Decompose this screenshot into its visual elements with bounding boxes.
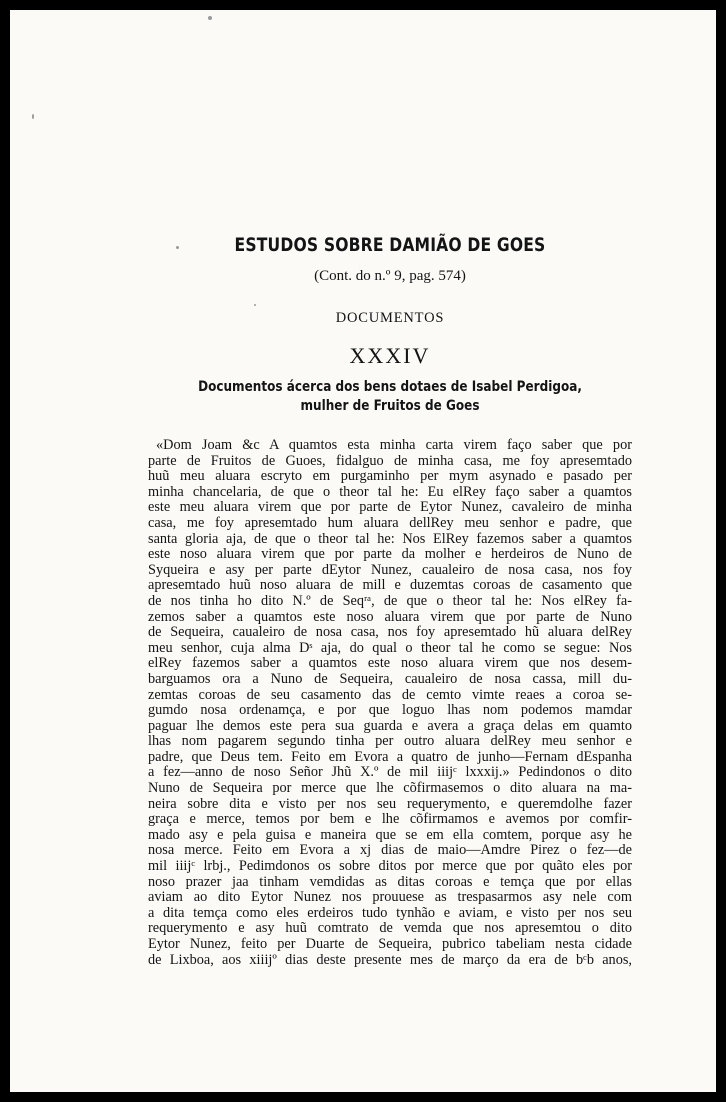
body-line: huũ meu aluara escryto em purgaminho per mym asynado e pasado per (148, 468, 632, 485)
body-line: zemos saber a quamtos este noso aluara virem que por parte de Nuno (148, 608, 632, 625)
body-line: santa gloria aja, de que o theor tal he: Nos ElRey fazemos saber a quamtos (148, 530, 632, 547)
section-heading: DOCUMENTOS (335, 310, 445, 326)
body-line: de nos tinha ho dito N.º de Seqʳᵃ, de que o theor tal he: Nos elRey fa- (148, 592, 632, 609)
body-line: zemtas coroas de seu casamento das de cemto vimte reaes a coroa se- (148, 686, 632, 703)
body-line: apresemtado huũ noso aluara de mill e duzemtas coroas de casamento que (148, 577, 632, 594)
body-line: parte de Fruitos de Guoes, fidalguo de minha casa, me foy apresemtado (148, 452, 632, 469)
body-line: Syqueira e asy per parte dEytor Nunez, caualeiro de nosa casa, nos foy (148, 561, 632, 578)
body-line: elRey fazemos saber a quamtos este noso aluara virem que nos desem- (148, 655, 632, 672)
document-page (10, 10, 716, 1092)
body-line: de Sequeira, caualeiro de nosa casa, nos foy apresemtado hũ aluara delRey (148, 624, 632, 641)
document-number: XXXIV (349, 343, 431, 368)
body-line: este noso aluara virem que por parte da molher e herdeiros de Nuno de (148, 546, 632, 563)
body-line: casa, me foy apresemtado hum aluara dellRey meu senhor e padre, que (148, 514, 632, 531)
body-line: padre, que Deus tem. Feito em Evora a quatro de junho—Fernam dEspanha (148, 748, 632, 765)
body-line: nosa merce. Feito em Evora a xj dias de maio—Amdre Pirez o fez—de (148, 842, 632, 859)
body-line: meu senhor, cuja alma Dˢ aja, do qual o theor tal he como se segue: Nos (148, 639, 632, 656)
body-line: paguar lhe demos este pera sua guarda e avera a graça delas em quamto (148, 717, 632, 734)
document-title-line: mulher de Fruitos de Goes (300, 398, 480, 414)
body-line: graça e merce, temos por bem e lhe cõfirmamos e avemos por comfir- (148, 811, 632, 828)
body-line: lhas nom pagarem segundo tinha per outro aluara delRey meu senhor e (148, 733, 632, 750)
article-title: ESTUDOS SOBRE DAMIÃO DE GOES (234, 234, 546, 256)
body-line: noso prazer jaa tinham vemdidas as ditas coroas e temça que por ellas (148, 873, 632, 890)
body-line: minha chancelaria, de que o theor tal he: Eu elRey faço saber a quamtos (148, 483, 632, 500)
page-content (148, 232, 632, 968)
body-line: mado asy e pela guisa e maneira que se em ella comtem, porque asy he (148, 826, 632, 843)
print-speck (32, 114, 34, 119)
body-line: de Lixboa, aos xiiijº dias deste presente mes de março da era de bᶜb anos, (148, 951, 632, 968)
print-speck (208, 16, 212, 20)
body-line: a dita temça como eles erdeiros tudo tynhão e aviam, e visto per nos seu (148, 904, 632, 921)
body-line: a fez—anno de noso Señor Jhũ X.º de mil iiijᶜ lxxxij.» Pedindonos o dito (148, 764, 632, 781)
body-line: Eytor Nunez, feito per Duarte de Sequeira, pubrico tabeliam nesta cidade (148, 936, 632, 952)
body-line: aviam ao dito Eytor Nunez nos prouuese as trespasarmos asy nele com (148, 889, 632, 906)
continuation-note: (Cont. do n.º 9, pag. 574) (314, 268, 466, 284)
document-title-line: Documentos ácerca dos bens dotaes de Isabel Perdigoa, (198, 379, 582, 395)
body-line: «Dom Joam &c A quamtos esta minha carta virem faço saber que por (156, 437, 632, 453)
body-line: este meu aluara virem que por parte de Eytor Nunez, cavaleiro de minha (148, 499, 632, 516)
body-line: barguamos ora a Nuno de Sequeira, caualeiro de nosa cassa, mill du- (148, 670, 632, 687)
body-line: mil iiijᶜ lrbj., Pedimdonos os sobre ditos por merce que por quãto eles por (148, 858, 632, 875)
body-line: requerymento e asy huũ comtrato de vemda que nos apresemtou o dito (148, 920, 632, 937)
body-line: gumdo nosa ordenamça, e por que loguo lhas nom podemos mamdar (148, 702, 632, 719)
body-line: neira sobre dita e visto per nos seu requerymento, e queremdolhe fazer (148, 795, 632, 812)
document-body (148, 438, 632, 968)
body-line: Nuno de Sequeira por merce que lhe cõfirmasemos o dito aluara na ma- (148, 780, 632, 797)
document-title (182, 378, 598, 416)
